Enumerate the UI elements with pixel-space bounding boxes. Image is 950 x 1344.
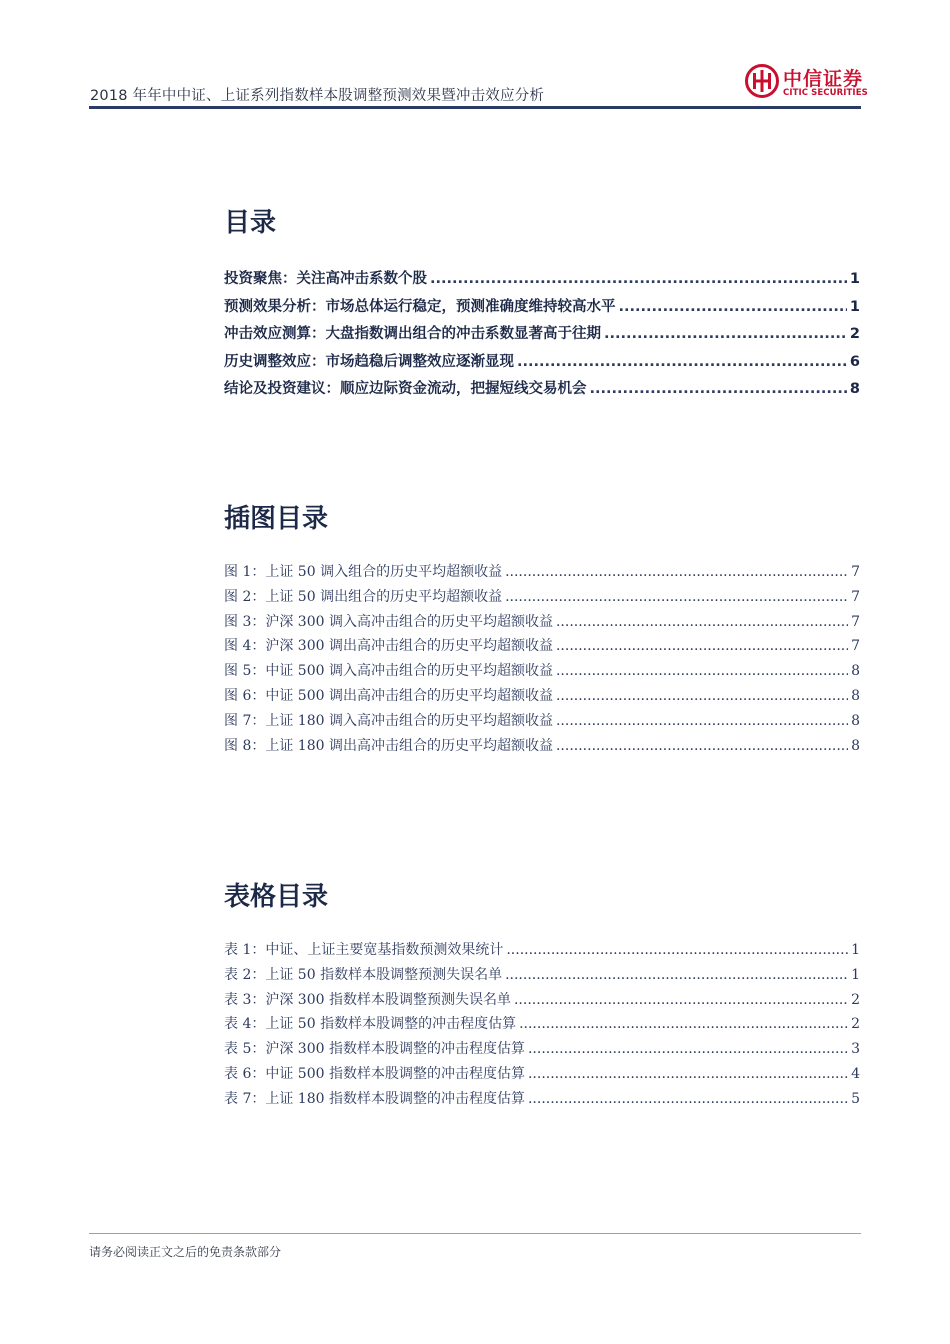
figure-entry-label: 图 2：上证 50 调出组合的历史平均超额收益 (224, 588, 503, 605)
toc-entry-page: 6 (849, 353, 860, 370)
dot-leader (505, 585, 848, 610)
table-entry[interactable] (224, 1062, 860, 1087)
figure-entry[interactable] (224, 709, 860, 734)
toc-entry-label: 预测效果分析：市场总体运行稳定，预测准确度维持较高水平 (224, 298, 616, 315)
dot-leader (556, 634, 848, 659)
figure-entry-page: 8 (851, 663, 860, 680)
table-entry-page: 5 (851, 1090, 860, 1107)
table-entry-label: 表 2：上证 50 指数样本股调整预测失误名单 (224, 966, 503, 983)
table-entry-page: 3 (851, 1041, 860, 1058)
figure-entry-label: 图 1：上证 50 调入组合的历史平均超额收益 (224, 564, 503, 580)
dot-leader (506, 938, 848, 963)
toc-entry[interactable] (224, 266, 860, 294)
toc-entry[interactable] (224, 376, 860, 404)
figure-entry[interactable] (224, 610, 860, 635)
figure-entry[interactable] (224, 734, 860, 759)
table-entry-page: 2 (851, 1016, 860, 1033)
toc-heading: 目录 (224, 208, 277, 238)
dot-leader (430, 266, 847, 294)
figure-entry-label: 图 5：中证 500 调入高冲击组合的历史平均超额收益 (224, 663, 553, 680)
dot-leader (556, 684, 848, 709)
disclaimer-note: 请务必阅读正文之后的免责条款部分 (89, 1245, 282, 1259)
dot-leader (619, 294, 847, 322)
table-entry-label: 表 7：上证 180 指数样本股调整的冲击程度估算 (224, 1090, 525, 1107)
toc-entry[interactable] (224, 349, 860, 377)
figure-entry-page: 7 (851, 588, 860, 605)
dot-leader (590, 376, 847, 404)
figure-entry-page: 8 (851, 737, 860, 754)
figure-entry-page: 7 (851, 638, 860, 655)
figures-list (224, 560, 860, 758)
table-entry-page: 4 (851, 1065, 860, 1082)
figure-entry-label: 图 8：上证 180 调出高冲击组合的历史平均超额收益 (224, 737, 553, 754)
figure-entry[interactable] (224, 684, 860, 709)
figure-entry-label: 图 4：沪深 300 调出高冲击组合的历史平均超额收益 (224, 638, 553, 655)
header-divider (89, 106, 861, 109)
tables-list (224, 938, 860, 1112)
figure-entry[interactable] (224, 634, 860, 659)
logo-english-name: CITIC SECURITIES (783, 88, 868, 98)
table-entry-label: 表 1：中证、上证主要宽基指数预测效果统计 (224, 942, 504, 958)
dot-leader (517, 349, 847, 377)
figure-entry-page: 8 (851, 687, 860, 704)
toc-entry-label: 结论及投资建议：顺应边际资金流动，把握短线交易机会 (224, 381, 587, 397)
dot-leader (604, 321, 847, 349)
figure-entry-page: 7 (851, 564, 860, 580)
dot-leader (556, 734, 848, 759)
toc-entry[interactable] (224, 321, 860, 349)
table-entry[interactable] (224, 938, 860, 963)
figure-entry[interactable] (224, 659, 860, 684)
figure-entry-label: 图 3：沪深 300 调入高冲击组合的历史平均超额收益 (224, 613, 553, 630)
table-entry[interactable] (224, 1037, 860, 1062)
figure-entry-label: 图 7：上证 180 调入高冲击组合的历史平均超额收益 (224, 712, 553, 729)
logo-chinese-name: 中信证券 (783, 68, 864, 90)
figure-entry[interactable] (224, 560, 860, 585)
toc-list (224, 266, 860, 404)
dot-leader (528, 1062, 848, 1087)
dot-leader (505, 963, 848, 988)
dot-leader (556, 659, 848, 684)
dot-leader (505, 560, 848, 585)
tables-heading: 表格目录 (224, 882, 329, 912)
table-entry[interactable] (224, 988, 860, 1013)
toc-entry-label: 历史调整效应：市场趋稳后调整效应逐渐显现 (224, 353, 514, 370)
dot-leader (519, 1012, 848, 1037)
figures-heading: 插图目录 (224, 504, 329, 534)
report-title: 2018 年年中中证、上证系列指数样本股调整预测效果暨冲击效应分析 (90, 88, 545, 104)
figure-entry-page: 8 (851, 712, 860, 729)
dot-leader (556, 709, 848, 734)
table-entry[interactable] (224, 963, 860, 988)
citic-logo (745, 64, 868, 102)
dot-leader (514, 988, 848, 1013)
figure-entry-label: 图 6：中证 500 调出高冲击组合的历史平均超额收益 (224, 687, 553, 704)
table-entry-page: 1 (851, 966, 860, 983)
toc-entry-page: 1 (849, 298, 860, 315)
page-header (89, 62, 868, 108)
table-entry-label: 表 4：上证 50 指数样本股调整的冲击程度估算 (224, 1016, 517, 1033)
figure-entry[interactable] (224, 585, 860, 610)
toc-entry-label: 投资聚焦：关注高冲击系数个股 (224, 271, 427, 287)
toc-entry[interactable] (224, 294, 860, 322)
table-entry-page: 2 (851, 991, 860, 1008)
toc-entry-page: 1 (849, 271, 860, 287)
figure-entry-page: 7 (851, 613, 860, 630)
citic-logo-icon (745, 64, 779, 98)
table-entry-label: 表 3：沪深 300 指数样本股调整预测失误名单 (224, 991, 511, 1008)
table-entry-page: 1 (851, 942, 860, 958)
table-entry[interactable] (224, 1012, 860, 1037)
toc-entry-page: 2 (849, 326, 860, 342)
toc-entry-page: 8 (849, 381, 860, 397)
table-entry[interactable] (224, 1087, 860, 1112)
toc-entry-label: 冲击效应测算：大盘指数调出组合的冲击系数显著高于往期 (224, 326, 601, 342)
table-entry-label: 表 6：中证 500 指数样本股调整的冲击程度估算 (224, 1065, 525, 1082)
dot-leader (528, 1087, 848, 1112)
table-entry-label: 表 5：沪深 300 指数样本股调整的冲击程度估算 (224, 1041, 525, 1058)
dot-leader (556, 610, 848, 635)
dot-leader (528, 1037, 848, 1062)
footer-divider (89, 1233, 861, 1234)
